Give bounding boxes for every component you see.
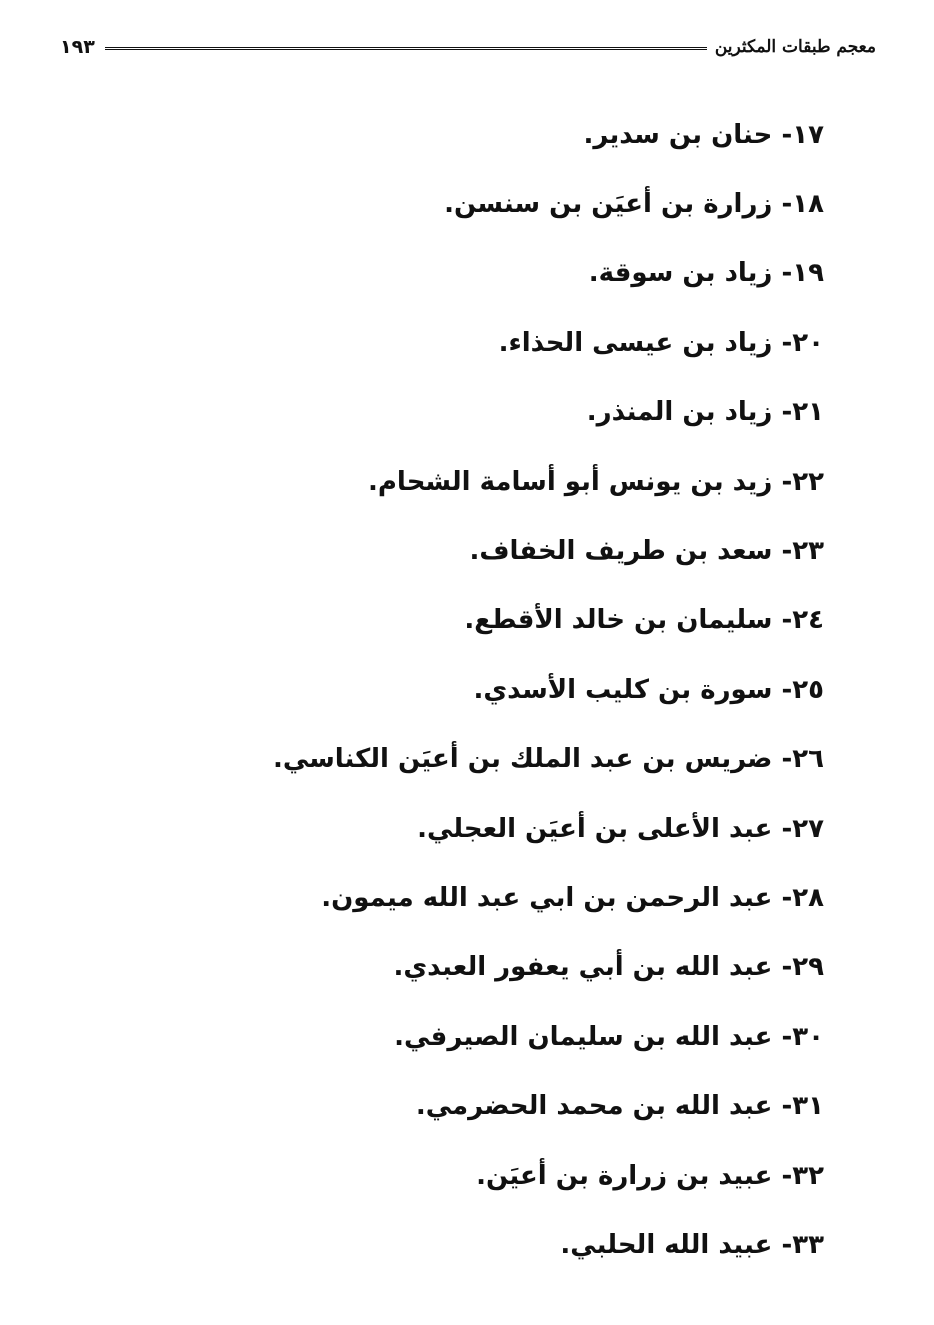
list-item: ٢٢- زيد بن يونس أبو أسامة الشحام.: [368, 466, 824, 497]
header-rule: [105, 47, 707, 50]
running-title: معجم طبقات المكثرين: [714, 37, 876, 57]
page-number: ١٩٣: [60, 35, 95, 58]
list-item: ٣٢- عبيد بن زرارة بن أعيَن.: [476, 1160, 824, 1191]
list-item: ٣٣- عبيد الله الحلبي.: [560, 1229, 824, 1260]
list-item: ٢٨- عبد الرحمن بن ابي عبد الله ميمون.: [321, 882, 824, 913]
list-item: ٢٧- عبد الأعلى بن أعيَن العجلي.: [417, 813, 824, 844]
list-item: ٢٤- سليمان بن خالد الأقطع.: [464, 605, 824, 636]
list-item: ٢٦- ضريس بن عبد الملك بن أعيَن الكناسي.: [273, 744, 824, 775]
list-item: ١٧- حنان بن سدير.: [583, 119, 824, 150]
page-header: [60, 32, 876, 62]
list-item: ٢٩- عبد الله بن أبي يعفور العبدي.: [393, 952, 824, 983]
list-item: ٢٠- زياد بن عيسى الحذاء.: [498, 327, 824, 358]
list-item: ١٨- زرارة بن أعيَن بن سنسن.: [444, 189, 824, 220]
list-item: ٣٠- عبد الله بن سليمان الصيرفي.: [394, 1021, 824, 1052]
list-item: ٢٥- سورة بن كليب الأسدي.: [473, 674, 824, 705]
narrator-list: [264, 100, 824, 1280]
list-item: ٢٣- سعد بن طريف الخفاف.: [469, 536, 824, 567]
list-item: ٣١- عبد الله بن محمد الحضرمي.: [415, 1091, 824, 1122]
list-item: ١٩- زياد بن سوقة.: [588, 258, 824, 289]
list-item: ٢١- زياد بن المنذر.: [586, 397, 824, 428]
